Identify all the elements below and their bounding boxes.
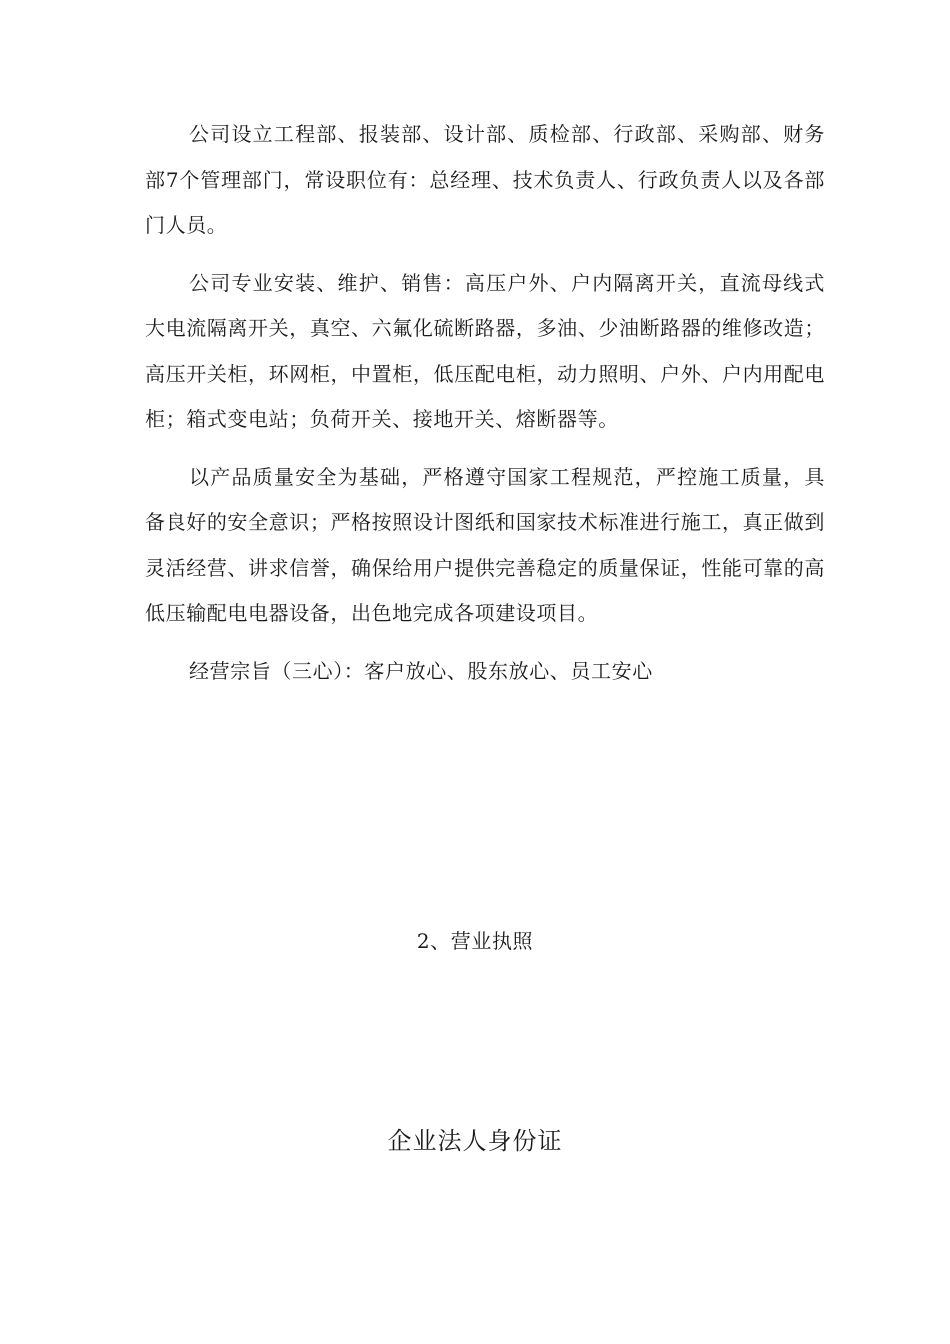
paragraph-business-purpose: 经营宗旨（三心）：客户放心、股东放心、员工安心 — [189, 658, 653, 683]
paragraph-departments: 公司设立工程部、报装部、设计部、质检部、行政部、采购部、财务部7个管理部门，常设职位有：总经理、技术负责人、行政负责人以及各部门人员。 — [145, 122, 825, 237]
paragraph-services: 公司专业安装、维护、销售：高压户外、户内隔离开关，直流母线式大电流隔离开关，真空、六氟化硫断路器，多油、少油断路器的维修改造；高压开关柜，环网柜，中置柜，低压配电柜，动力照明、户外、户内用配电柜；箱式变电站；负荷开关、接地开关、熔断器等。 — [145, 270, 825, 431]
document-body — [145, 112, 825, 706]
paragraph-quality: 以产品质量安全为基础，严格遵守国家工程规范，严控施工质量，具备良好的安全意识；严格按照设计图纸和国家技术标准进行施工，真正做到灵活经营、讲求信誉，确保给用户提供完善稳定的质量保证，性能可靠的高低压输配电电器设备，出色地完成各项建设项目。 — [145, 464, 825, 625]
section-title-legal-person-id: 企业法人身份证 — [387, 1127, 563, 1155]
section-heading-business-license: 2、营业执照 — [416, 929, 534, 953]
